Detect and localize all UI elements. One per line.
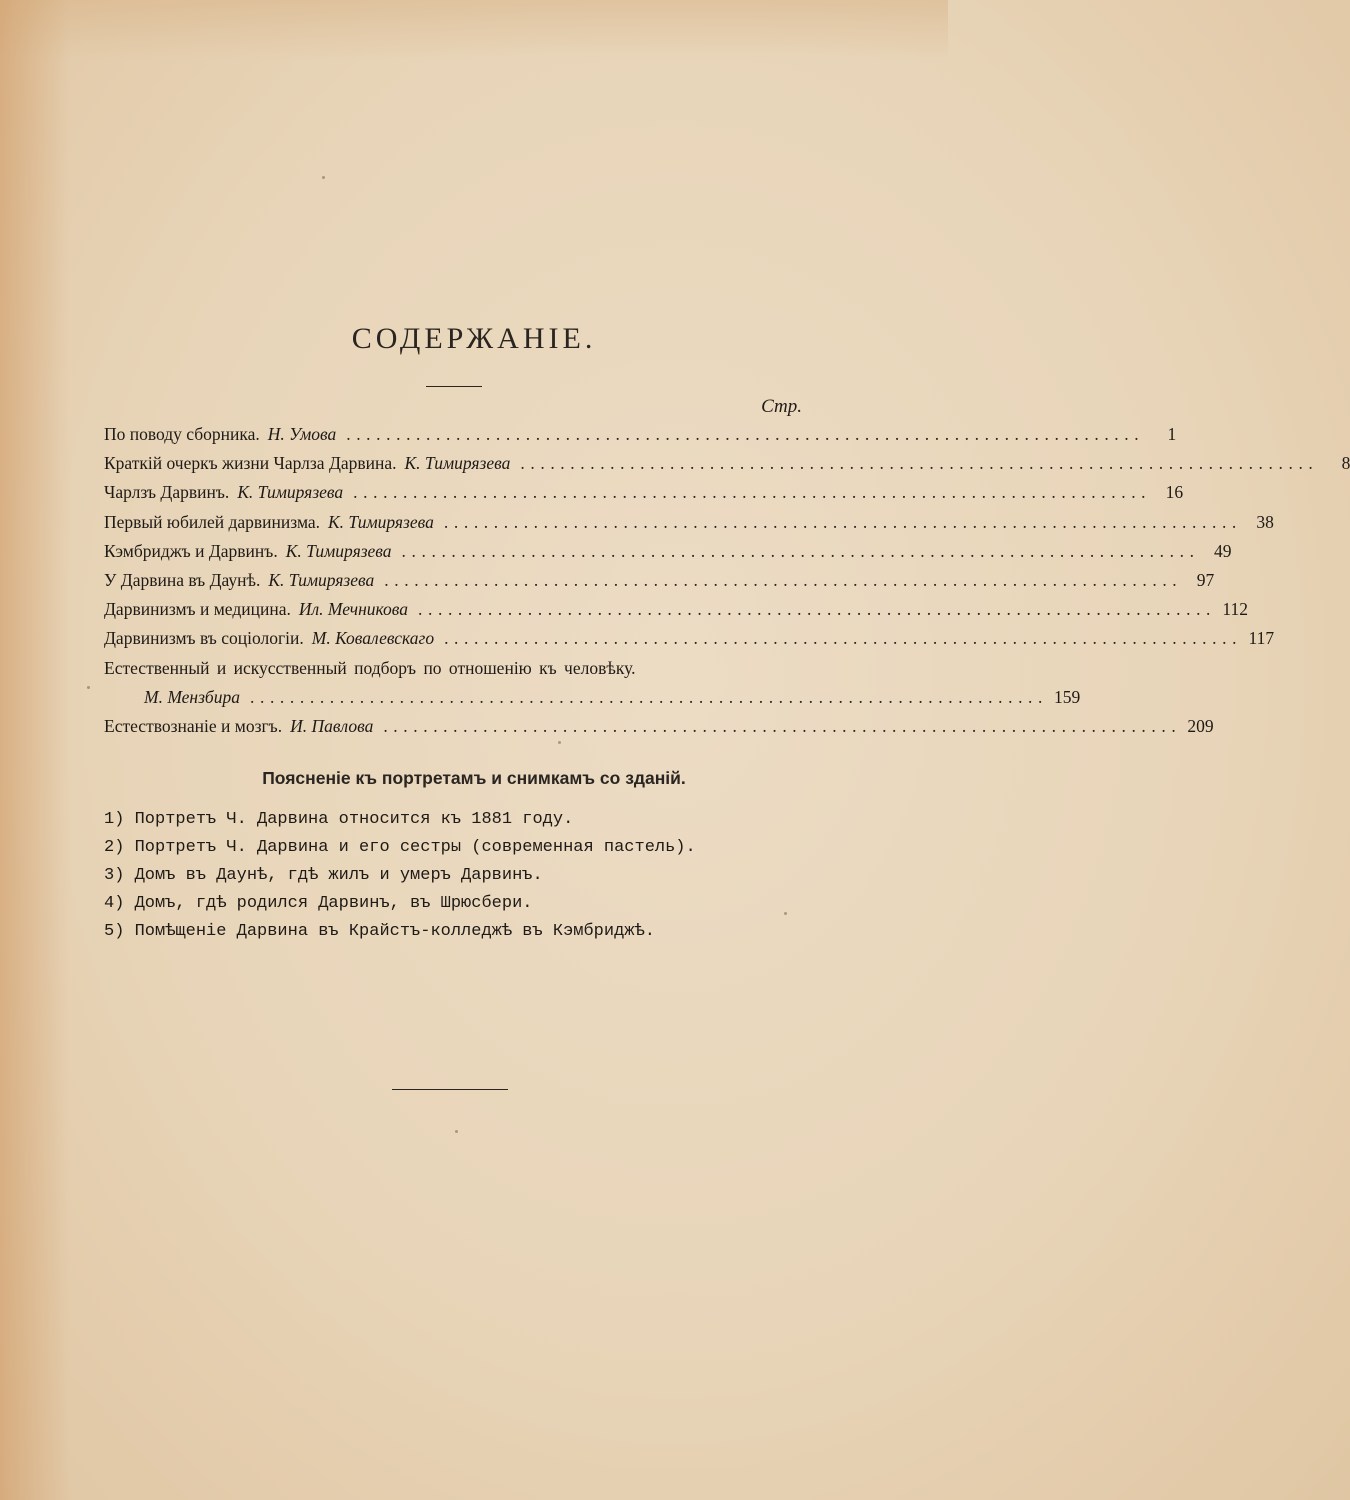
note-item: 3) Домъ въ Даунѣ, гдѣ жилъ и умеръ Дарвинъ. (104, 866, 543, 885)
toc-entry-page: 209 (1187, 715, 1214, 736)
toc-entry-title: Дарвинизмъ въ соціологіи. (104, 628, 304, 649)
paper-speck (558, 741, 561, 744)
note-item: 1) Портретъ Ч. Дарвина относится къ 1881 году. (104, 810, 574, 829)
toc-entry-page: 97 (1196, 569, 1215, 590)
toc-entry-author: К. Тимирязева (404, 453, 511, 474)
paper-edge-stain (0, 0, 70, 1500)
notes-list (104, 806, 804, 946)
toc-entry-author: К. Тимирязева (237, 482, 344, 503)
toc-entry-title: Кэмбриджъ и Дарвинъ. (104, 540, 278, 561)
toc-entry-multiline-first (104, 654, 802, 683)
toc-leader-dots: ................................................................................ (383, 715, 1182, 736)
toc-entry-title: Первый юбилей дарвинизма. (104, 511, 321, 532)
paper-speck (87, 686, 90, 689)
note-item: 5) Помѣщеніе Дарвина въ Крайстъ-колледжѣ въ Кэмбриджѣ. (104, 922, 655, 941)
toc-entry-title: Естествознаніе и мозгъ. (104, 715, 283, 736)
toc-entry-author: Ил. Мечникова (298, 599, 409, 620)
toc-entry-title: Краткій очеркъ жизни Чарлза Дарвина. (104, 453, 397, 474)
toc-entry-page: 8 (1341, 453, 1350, 474)
toc-entry (104, 712, 1214, 741)
paper-speck (322, 176, 325, 179)
note-item: 2) Портретъ Ч. Дарвина и его сестры (современная пастель). (104, 838, 696, 857)
toc-entry-author: К. Тимирязева (268, 569, 375, 590)
table-of-contents (104, 420, 1350, 741)
toc-entry-page: 16 (1165, 482, 1184, 503)
toc-entry-page: 1 (1167, 424, 1177, 444)
toc-entry-author: Н. Умова (267, 424, 337, 444)
toc-entry-multiline-second (104, 683, 1081, 712)
toc-entry-author: К. Тимирязева (328, 511, 434, 532)
toc-leader-dots: ................................................................................ (384, 569, 1183, 590)
toc-entry-author: К. Тимирязева (285, 540, 392, 561)
toc-entry-title: Чарлзъ Дарвинъ. (104, 482, 230, 503)
toc-entry-author: М. Мензбира (144, 686, 240, 707)
notes-heading: Поясненіе къ портретамъ и снимкамъ со зданій. (262, 768, 686, 788)
paper-top-stain (0, 0, 948, 60)
toc-entry (104, 449, 1350, 478)
note-item: 4) Домъ, гдѣ родился Дарвинъ, въ Шрюсбери. (104, 894, 533, 913)
toc-leader-dots: ................................................................................ (401, 540, 1200, 561)
paper-speck (455, 1130, 458, 1133)
toc-leader-dots: ................................................................................ (418, 599, 1217, 620)
toc-entry-page: 159 (1054, 686, 1081, 707)
paper-speck (784, 912, 787, 915)
toc-entry-author: И. Павлова (290, 715, 374, 736)
toc-entry (104, 478, 1184, 507)
toc-leader-dots: ................................................................................ (520, 453, 1319, 474)
toc-leader-dots: ................................................................................ (444, 628, 1243, 649)
toc-leader-dots: ................................................................................ (346, 424, 1145, 444)
page-title: СОДЕРЖАНІЕ. (351, 322, 597, 355)
toc-entry-title: Естественный и искусственный подборъ по отношенію къ человѣку. (104, 657, 636, 678)
toc-leader-dots: ................................................................................ (443, 511, 1242, 532)
toc-entry-page: 117 (1248, 628, 1275, 649)
toc-entry (104, 566, 1215, 595)
toc-entry (104, 420, 1177, 449)
toc-entry-page: 112 (1222, 599, 1249, 620)
toc-entry (104, 537, 1232, 566)
toc-entry-title: У Дарвина въ Даунѣ. (104, 569, 261, 590)
toc-entry (104, 508, 1274, 537)
toc-entry (104, 595, 1249, 624)
page-column-label: Стр. (761, 396, 802, 417)
toc-entry-title: По поводу сборника. (104, 424, 260, 444)
toc-entry-page: 49 (1214, 540, 1232, 561)
toc-entry-page: 38 (1256, 511, 1274, 532)
title-divider (426, 386, 482, 387)
toc-entry (104, 624, 1275, 653)
toc-leader-dots: ................................................................................ (353, 482, 1152, 503)
toc-entry-author: М. Ковалевскаго (311, 628, 435, 649)
toc-entry-title: Дарвинизмъ и медицина. (104, 599, 291, 620)
toc-leader-dots: ................................................................................ (250, 686, 1048, 707)
closing-divider (392, 1089, 508, 1090)
